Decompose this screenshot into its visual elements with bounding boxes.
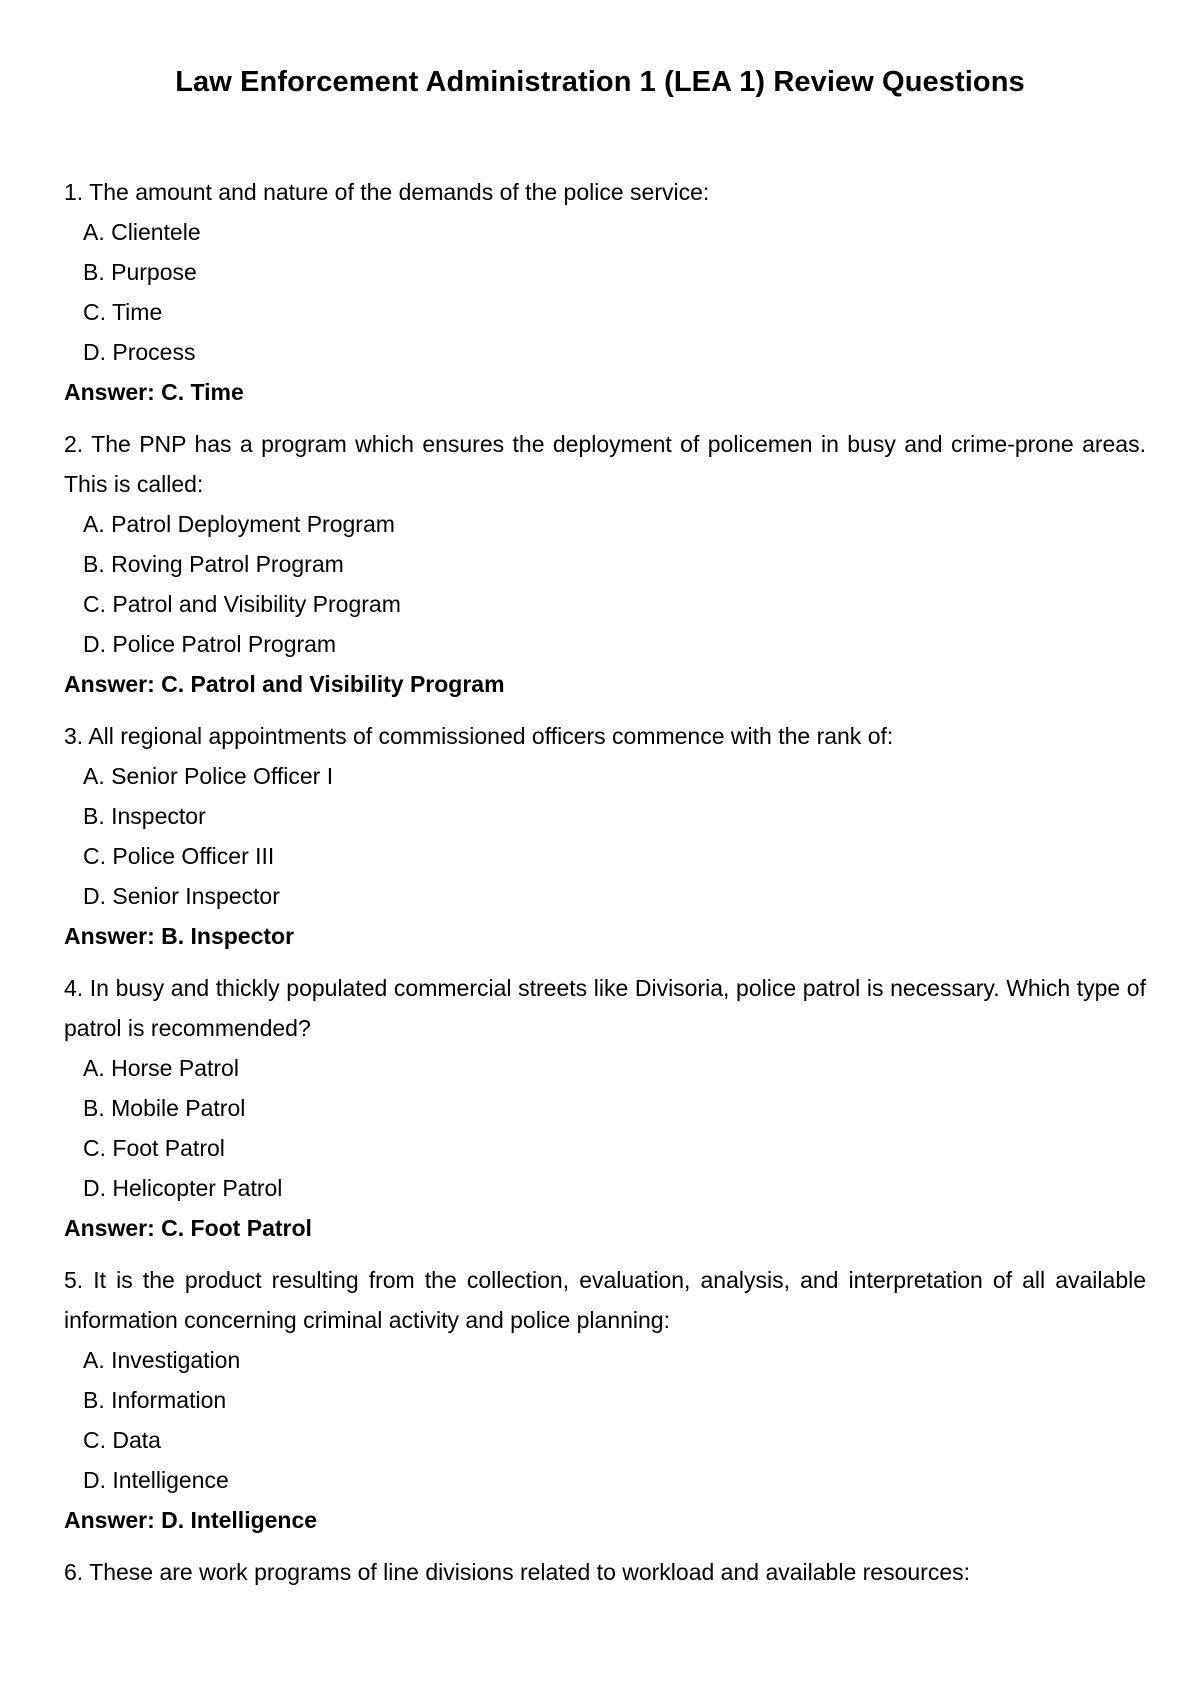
answer-option: A. Patrol Deployment Program (83, 511, 395, 537)
answer-option: B. Purpose (83, 259, 197, 285)
answer-option: D. Senior Inspector (83, 883, 280, 909)
answer-option: D. Police Patrol Program (83, 631, 337, 657)
answer-value: C. Patrol and Visibility Program (161, 671, 505, 697)
answer-option: B. Information (83, 1387, 227, 1413)
question-text: It is the product resulting from the collection, evaluation, analysis, and interpretation of all available information concerning criminal activity and police planning: (64, 1267, 1147, 1333)
question-text: The PNP has a program which ensures the deployment of policemen in busy and crime-prone areas. This is called: (64, 431, 1146, 497)
answer-option: A. Clientele (83, 219, 201, 245)
question-item (64, 716, 1146, 956)
answer-label: Answer: (64, 1507, 155, 1533)
answer-option: A. Senior Police Officer I (83, 763, 334, 789)
answer-option: D. Helicopter Patrol (83, 1175, 283, 1201)
question-number: 2. (64, 431, 84, 457)
question-text: The amount and nature of the demands of the police service: (89, 179, 710, 205)
question-list (64, 172, 1146, 1604)
answer-option: C. Police Officer III (83, 843, 275, 869)
answer-option: A. Horse Patrol (83, 1055, 239, 1081)
question-text: All regional appointments of commissioned officers commence with the rank of: (88, 723, 894, 749)
answer-label: Answer: (64, 379, 155, 405)
answer-option: D. Process (83, 339, 196, 365)
answer-value: C. Foot Patrol (161, 1215, 312, 1241)
answer-label: Answer: (64, 923, 155, 949)
question-item (64, 424, 1146, 704)
question-stem (64, 1260, 1146, 1340)
correct-answer (64, 372, 1146, 412)
answer-option: C. Foot Patrol (83, 1135, 225, 1161)
answer-label: Answer: (64, 1215, 155, 1241)
answer-option: B. Mobile Patrol (83, 1095, 246, 1121)
answer-option: C. Patrol and Visibility Program (83, 591, 401, 617)
question-stem (64, 1552, 1146, 1592)
question-stem (64, 172, 1146, 212)
question-number: 1. (64, 179, 84, 205)
question-stem (64, 716, 1146, 756)
question-item (64, 172, 1146, 412)
correct-answer (64, 664, 1146, 704)
answer-option: B. Inspector (83, 803, 206, 829)
question-item (64, 1552, 1146, 1592)
answer-option: C. Time (83, 299, 163, 325)
question-text: In busy and thickly populated commercial streets like Divisoria, police patrol is necessary. Which type of patrol is recommended? (64, 975, 1146, 1041)
correct-answer (64, 1208, 1146, 1248)
answer-option: D. Intelligence (83, 1467, 229, 1493)
question-text: These are work programs of line divisions related to workload and available resources: (89, 1559, 970, 1585)
answer-option: A. Investigation (83, 1347, 241, 1373)
document-title: Law Enforcement Administration 1 (LEA 1) Review Questions (175, 66, 1025, 98)
question-number: 3. (64, 723, 84, 749)
question-item (64, 1260, 1146, 1540)
answer-option: B. Roving Patrol Program (83, 551, 344, 577)
question-stem (64, 424, 1146, 504)
question-item (64, 968, 1146, 1248)
question-number: 5. (64, 1267, 84, 1293)
question-stem (64, 968, 1146, 1048)
question-number: 6. (64, 1559, 84, 1585)
answer-option: C. Data (83, 1427, 161, 1453)
answer-value: C. Time (161, 379, 244, 405)
answer-value: D. Intelligence (161, 1507, 318, 1533)
answer-label: Answer: (64, 671, 155, 697)
correct-answer (64, 1500, 1146, 1540)
answer-value: B. Inspector (161, 923, 295, 949)
correct-answer (64, 916, 1146, 956)
question-number: 4. (64, 975, 84, 1001)
